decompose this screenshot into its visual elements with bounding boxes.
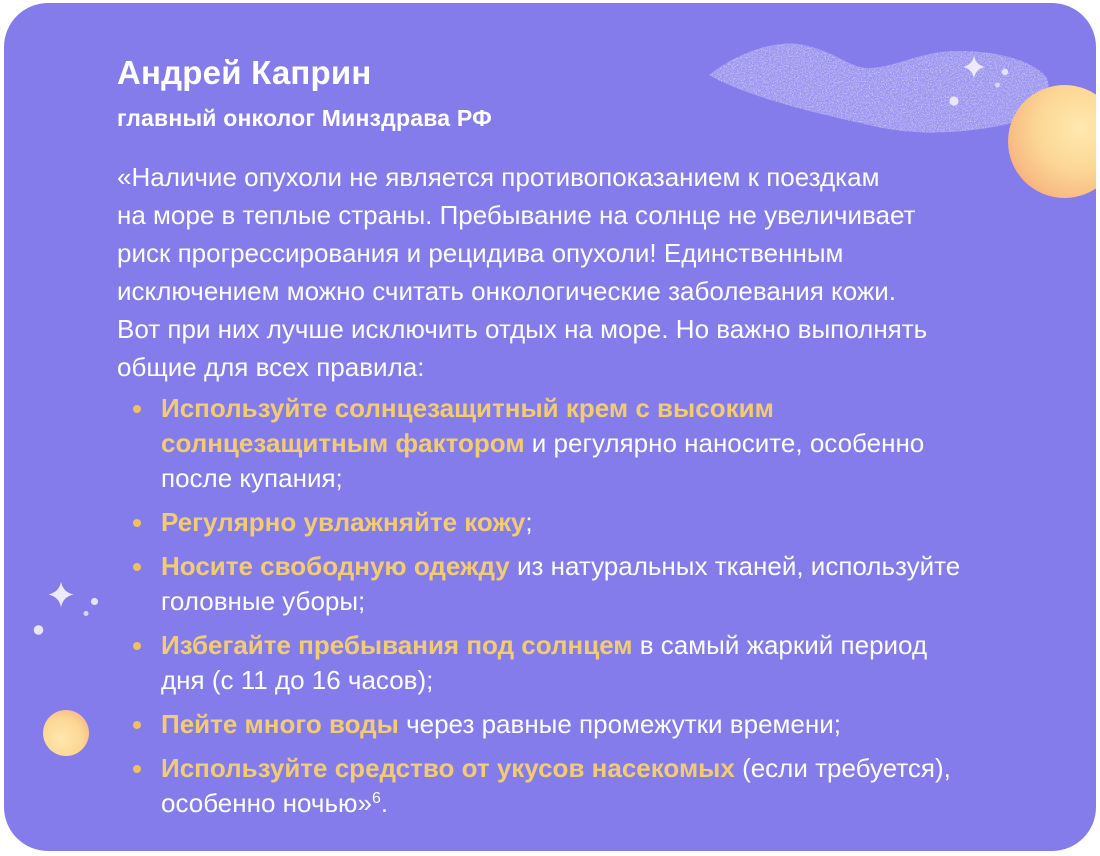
quote-line: на море в теплые страны. Пребывание на солнце не увеличивает [117,200,916,230]
tip-highlight: Избегайте пребывания под солнцем [161,630,633,660]
person-role: главный онколог Минздрава РФ [117,105,492,131]
quote-text [117,158,1032,386]
tip-rest: (если требуется), особенно ночью» [161,753,951,818]
person-name: Андрей Каприн [117,54,372,91]
quote-line: исключением можно считать онкологические заболевания кожи. [117,276,896,306]
quote-line: «Наличие опухоли не является противопоказанием к поездкам [117,162,880,192]
tip-highlight: Носите свободную одежду [161,551,510,581]
tip-item [117,751,967,821]
tip-rest: из натуральных тканей, используйте головные уборы; [161,551,961,616]
tip-rest: ; [525,507,533,537]
tip-rest: и регулярно наносите, особенно после купания; [161,428,925,493]
quote-line: Вот при них лучше исключить отдых на море. Но важно выполнять [117,314,928,344]
card-content [4,3,1096,821]
tip-rest-after-footnote: . [380,788,389,818]
tip-rest: через равные промежутки времени; [398,709,841,739]
tip-item [117,549,967,619]
tip-rest: в самый жаркий период дня (с 11 до 16 часов); [161,630,928,695]
tips-list [117,391,967,821]
tip-highlight: Регулярно увлажняйте кожу [161,507,526,537]
quote-line: общие для всех правила: [117,352,425,382]
tip-highlight: Используйте солнцезащитный крем с высоким солнцезащитным фактором [161,393,774,458]
tip-highlight: Используйте средство от укусов насекомых [161,753,735,783]
tip-item [117,505,967,540]
footnote-marker: 6 [371,790,381,808]
quote-line: риск прогрессирования и рецидива опухоли! Единственным [117,238,844,268]
tip-item [117,707,967,742]
quote-card [4,3,1096,851]
tip-highlight: Пейте много воды [161,709,399,739]
tip-item [117,628,967,698]
tip-item [117,391,967,496]
